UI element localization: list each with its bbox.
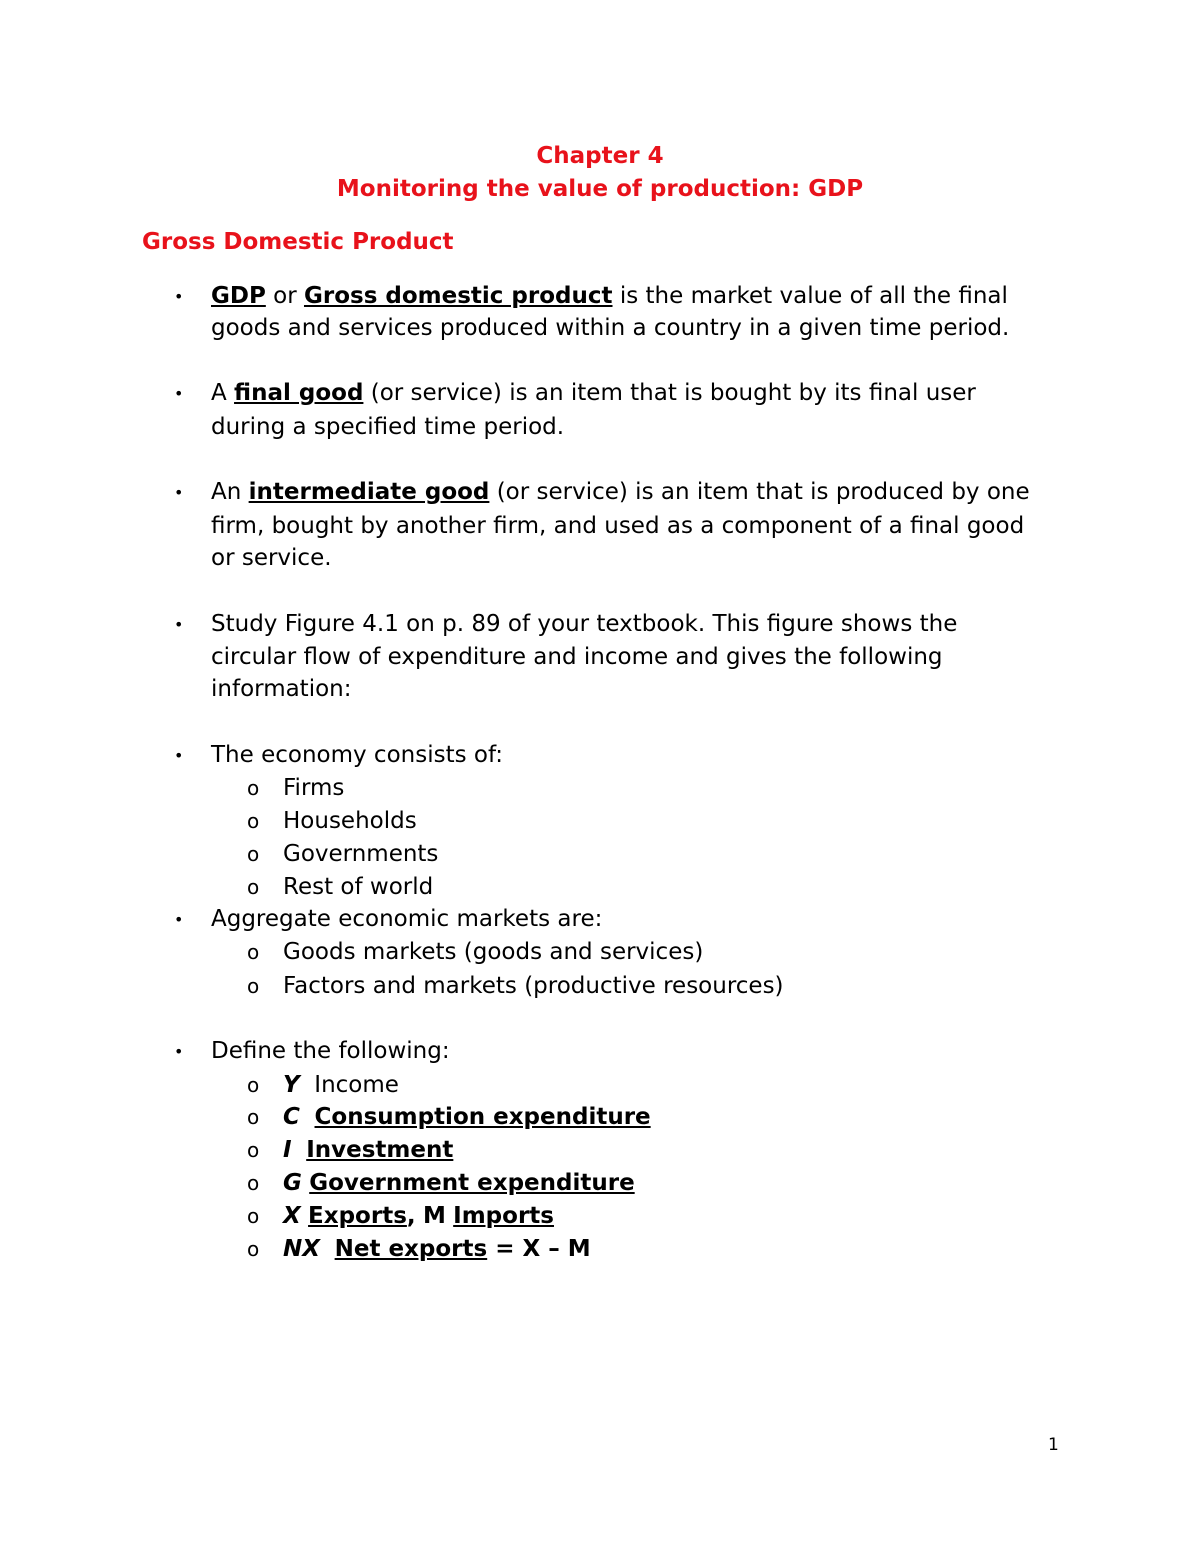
circle-bullet-icon: o [247,940,260,964]
term-gross-domestic-product: Gross domestic product [303,283,613,309]
circle-bullet-icon: o [247,1204,260,1228]
sub-item-investment-text [283,1134,453,1167]
circle-bullet-icon: o [247,875,260,899]
sub-item-exports-imports-text [283,1200,554,1233]
sub-item-factor-markets-text: Factors and markets (productive resources) [283,973,784,999]
term-final-good: final good [234,380,364,406]
circle-bullet-icon: o [247,1237,260,1261]
sub-item-income-text [283,1069,399,1102]
net-exports-formula: = X – M [487,1236,591,1262]
list-item-intermediate-good-line1 [211,476,1030,509]
term-imports: Imports [453,1203,554,1229]
symbol-g: G [283,1170,302,1196]
title-block [0,140,1200,206]
list-item-final-good-line1 [211,377,976,410]
sub-item-rest-of-world-text: Rest of world [283,874,434,900]
list-item-gdp-line1 [211,280,1008,313]
text-fragment: An [211,479,249,505]
chapter-subtitle: Monitoring the value of production: GDP [336,176,864,202]
text-fragment: A [211,380,235,406]
list-item-study-figure-line1: Study Figure 4.1 on p. 89 of your textbook. This figure shows the [211,611,958,637]
bullet-icon: • [174,615,184,634]
list-item-intermediate-good-line3: or service. [211,545,332,571]
sub-item-net-exports-text [283,1233,591,1266]
list-item-economy-lead: The economy consists of: [211,742,503,768]
bullet-icon: • [174,746,184,765]
sub-item-government-expenditure-text [283,1167,635,1200]
comma: , [406,1203,416,1229]
circle-bullet-icon: o [247,974,260,998]
term-income: Income [314,1072,399,1098]
symbol-i: I [283,1137,292,1163]
circle-bullet-icon: o [247,1171,260,1195]
text-fragment: or [265,283,304,309]
text-fragment: (or service) is an item that is bought by its final user [363,380,976,406]
list-item-study-figure-line3: information: [211,676,352,702]
symbol-y: Y [283,1072,300,1098]
term-intermediate-good: intermediate good [248,479,490,505]
circle-bullet-icon: o [247,842,260,866]
symbol-m: M [422,1203,446,1229]
sub-item-governments-text: Governments [283,841,439,867]
term-gdp: GDP [211,283,266,309]
term-government-expenditure: Government expenditure [309,1170,635,1196]
circle-bullet-icon: o [247,776,260,800]
section-heading: Gross Domestic Product [142,229,454,255]
sub-item-firms-text: Firms [283,775,345,801]
term-consumption-expenditure: Consumption expenditure [314,1104,651,1130]
sub-item-goods-markets-text: Goods markets (goods and services) [283,939,704,965]
bullet-icon: • [174,483,184,502]
bullet-icon: • [174,384,184,403]
circle-bullet-icon: o [247,1073,260,1097]
chapter-title: Chapter 4 [536,143,664,169]
term-investment: Investment [306,1137,454,1163]
symbol-x: X [283,1203,301,1229]
list-item-final-good-line2: during a specified time period. [211,414,565,440]
list-item-study-figure-line2: circular flow of expenditure and income and gives the following [211,644,943,670]
page-number: 1 [1048,1435,1059,1455]
list-item-intermediate-good-line2: firm, bought by another firm, and used as a component of a final good [211,513,1025,539]
sub-item-households-text: Households [283,808,417,834]
sub-item-consumption-text [283,1101,651,1134]
bullet-icon: • [174,910,184,929]
symbol-nx: NX [283,1236,320,1262]
bullet-icon: • [174,287,184,306]
bullet-icon: • [174,1042,184,1061]
circle-bullet-icon: o [247,1105,260,1129]
symbol-c: C [283,1104,300,1130]
list-item-markets-lead: Aggregate economic markets are: [211,906,603,932]
text-fragment: is the market value of all the final [612,283,1008,309]
list-item-gdp-line2: goods and services produced within a country in a given time period. [211,315,1010,341]
term-exports: Exports [308,1203,407,1229]
circle-bullet-icon: o [247,1138,260,1162]
circle-bullet-icon: o [247,809,260,833]
text-fragment: (or service) is an item that is produced by one [489,479,1030,505]
list-item-define-lead: Define the following: [211,1038,450,1064]
term-net-exports: Net exports [334,1236,488,1262]
